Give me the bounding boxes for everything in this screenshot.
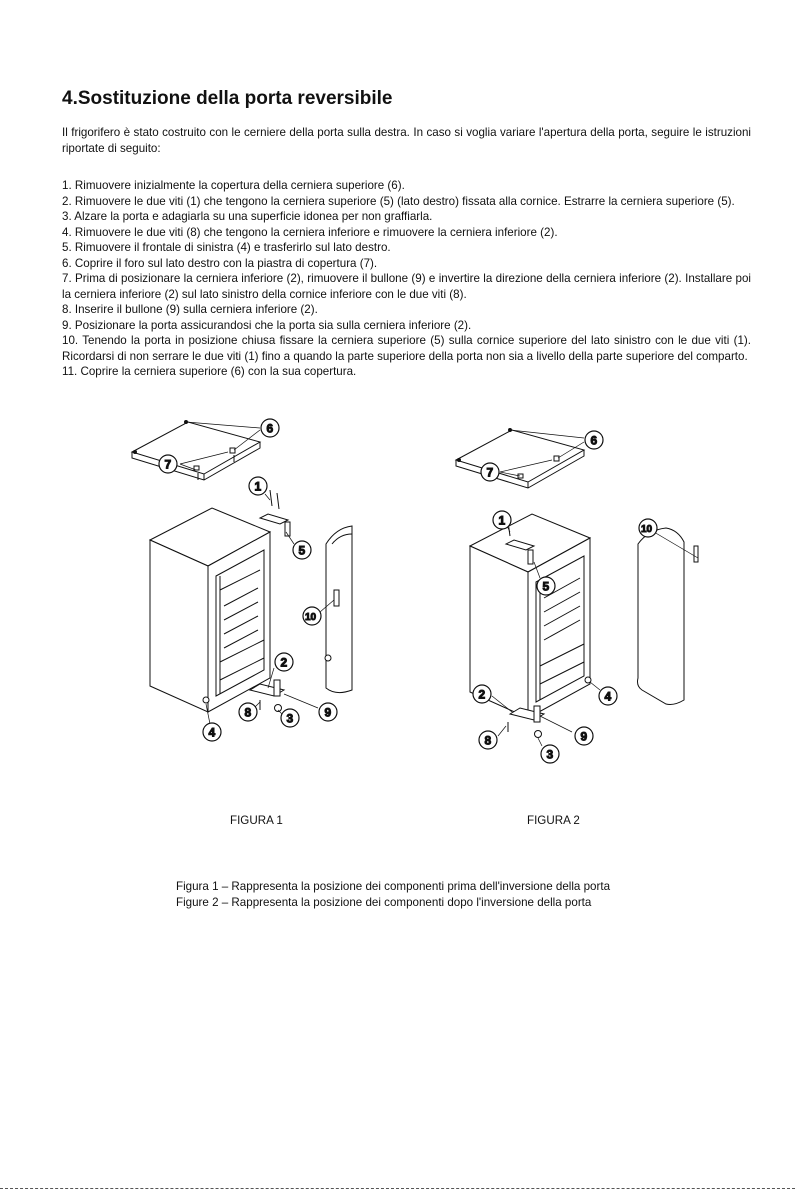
svg-text:3: 3 xyxy=(546,747,554,762)
callout-5 xyxy=(537,577,555,595)
svg-text:10: 10 xyxy=(305,612,317,623)
callout-10 xyxy=(639,519,657,537)
step-item: 9. Posizionare la porta assicurandosi che la porta sia sulla cerniera inferiore (2). xyxy=(62,318,472,332)
svg-text:8: 8 xyxy=(484,733,492,748)
section-title: 4.Sostituzione della porta reversibile xyxy=(62,88,393,109)
callout-9 xyxy=(575,727,593,745)
door-drawing xyxy=(325,526,352,693)
svg-text:6: 6 xyxy=(266,421,274,436)
callout-6 xyxy=(585,431,603,449)
step-item: 2. Rimuovere le due viti (1) che tengono la cerniera superiore (5) (lato destro) fissata alla cornice. Estrarre la cerniera superiore (5). xyxy=(62,194,735,208)
step-item: 4. Rimuovere le due viti (8) che tengono la cerniera inferiore e rimuovere la cerniera inferiore (2). xyxy=(62,225,558,239)
callout-2 xyxy=(473,685,491,703)
page-bottom-divider xyxy=(0,1188,795,1189)
svg-text:4: 4 xyxy=(604,689,612,704)
step-item: 10. Tenendo la porta in posizione chiusa fissare la cerniera superiore (5) sulla cornice superiore del lato sinistro con le due viti (1). Ricordarsi di non serrare le due viti (1) fino a quando la parte superiore della porta non sia a livello della parte superiore del comparto. xyxy=(62,334,751,363)
instruction-steps xyxy=(62,178,751,380)
svg-text:9: 9 xyxy=(324,705,332,720)
figure-2-illustration xyxy=(448,410,708,770)
callout-10 xyxy=(303,607,321,625)
svg-text:2: 2 xyxy=(280,655,288,670)
caption-figure-1: Figura 1 – Rappresenta la posizione dei componenti prima dell'inversione della porta xyxy=(176,880,611,893)
callout-4 xyxy=(599,687,617,705)
caption-figure-2: Figure 2 – Rappresenta la posizione dei componenti dopo l'inversione della porta xyxy=(176,895,592,909)
intro-paragraph: Il frigorifero è stato costruito con le cerniere della porta sulla destra. In caso si voglia variare l'apertura della porta, seguire le istruzioni riportate di seguito: xyxy=(62,126,751,155)
step-item: 7. Prima di posizionare la cerniera inferiore (2), rimuovere il bullone (9) e invertire la direzione della cerniera inferiore (2). Installare poi la cerniera inferiore (2) sul lato sinistro della cornice inferiore con le due viti (8). xyxy=(62,272,751,301)
svg-text:7: 7 xyxy=(486,465,494,480)
top-cover-drawing xyxy=(456,429,584,489)
svg-text:5: 5 xyxy=(542,579,550,594)
svg-text:7: 7 xyxy=(164,457,172,472)
callout-8 xyxy=(479,731,497,749)
callout-5 xyxy=(293,541,311,559)
step-item: 3. Alzare la porta e adagiarla su una superficie idonea per non graffiarla. xyxy=(62,210,433,223)
svg-text:9: 9 xyxy=(580,729,588,744)
callout-8 xyxy=(239,703,257,721)
callout-1 xyxy=(493,511,511,529)
cabinet-drawing xyxy=(150,508,270,712)
svg-text:1: 1 xyxy=(254,479,262,494)
figure-2-label: FIGURA 2 xyxy=(527,814,580,827)
step-item: 11. Coprire la cerniera superiore (6) con la sua copertura. xyxy=(62,365,357,378)
door-drawing xyxy=(638,528,699,705)
callout-1 xyxy=(249,477,267,495)
callout-4 xyxy=(203,723,221,741)
svg-text:3: 3 xyxy=(286,711,294,726)
step-item: 8. Inserire il bullone (9) sulla cerniera inferiore (2). xyxy=(62,303,318,316)
callout-9 xyxy=(319,703,337,721)
callout-2 xyxy=(275,653,293,671)
step-item: 6. Coprire il foro sul lato destro con la piastra di copertura (7). xyxy=(62,256,378,270)
svg-text:6: 6 xyxy=(590,433,598,448)
top-cover-drawing xyxy=(132,421,260,481)
figure-captions xyxy=(176,879,610,910)
svg-text:5: 5 xyxy=(298,543,306,558)
svg-text:1: 1 xyxy=(498,513,506,528)
figure-1-illustration xyxy=(120,410,360,770)
callout-3 xyxy=(281,709,299,727)
callout-7 xyxy=(481,463,499,481)
top-hinge-drawing xyxy=(260,490,290,536)
figure-1-label: FIGURA 1 xyxy=(230,814,283,827)
step-item: 1. Rimuovere inizialmente la copertura della cerniera superiore (6). xyxy=(62,179,405,192)
step-item: 5. Rimuovere il frontale di sinistra (4) e trasferirlo sul lato destro. xyxy=(62,241,391,254)
callout-3 xyxy=(541,745,559,763)
svg-text:10: 10 xyxy=(641,524,653,535)
svg-text:4: 4 xyxy=(208,725,216,740)
svg-text:8: 8 xyxy=(244,705,252,720)
callout-6 xyxy=(261,419,279,437)
svg-text:2: 2 xyxy=(478,687,486,702)
callout-7 xyxy=(159,455,177,473)
